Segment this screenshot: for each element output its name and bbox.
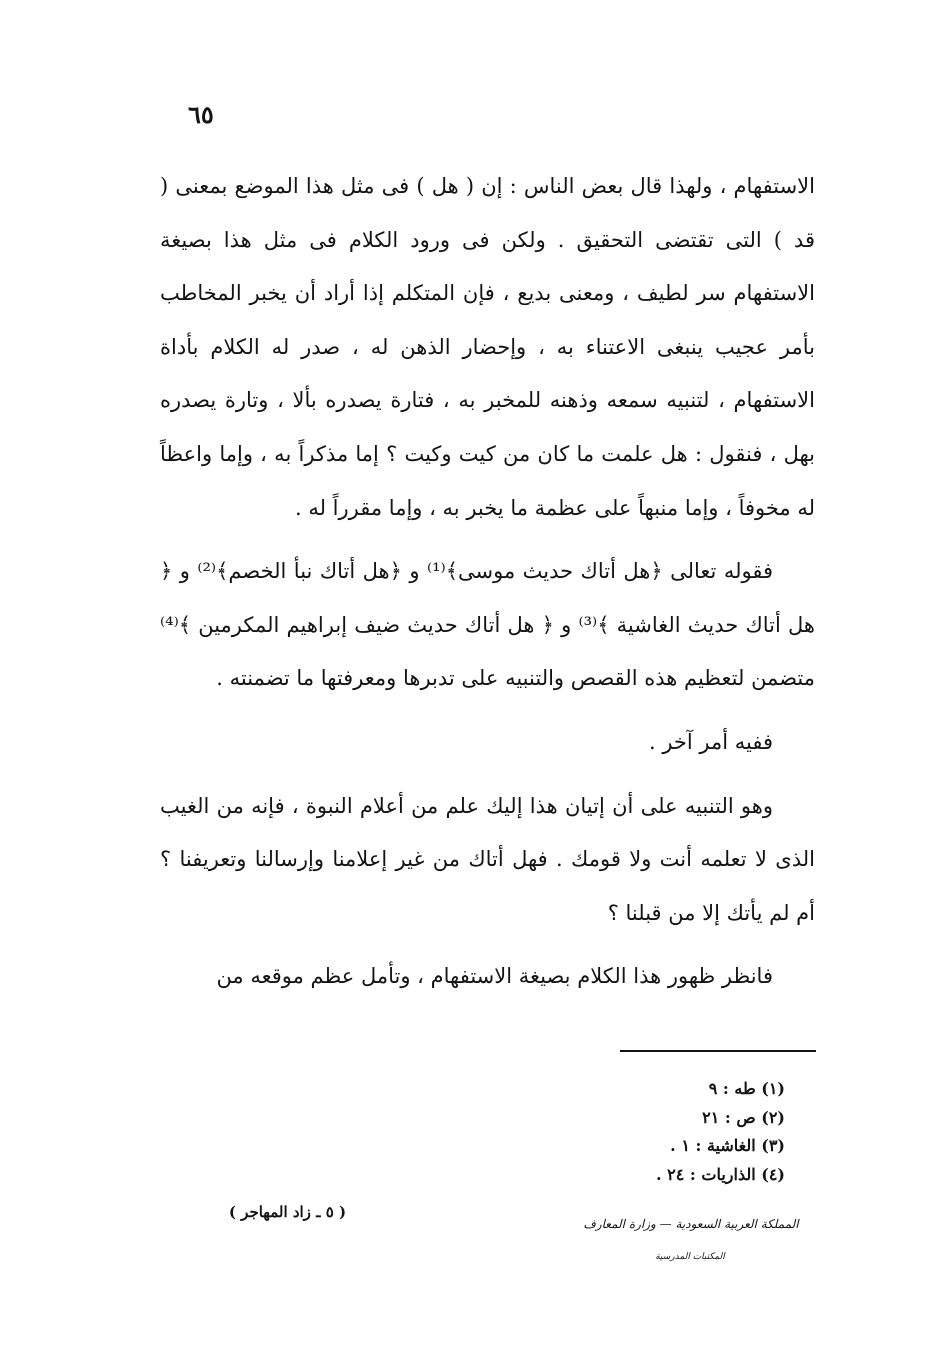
footnote: (٢) ص : ٢١ xyxy=(702,1107,785,1127)
paragraph: وهو التنبيه على أن إتيان هذا إليك علم من أعلام النبوة ، فإنه من الغيب الذى لا تعلمه أنت ولا قومك . فهل أتاك من غير إعلامنا وإرسالنا وتعريفنا ؟ أم لم يأتك إلا من قبلنا ؟ xyxy=(160,793,815,925)
book-signature: ( ٥ ـ زاد المهاجر ) xyxy=(228,1203,347,1221)
page-number: ٦٥ xyxy=(188,100,214,129)
paragraph: فقوله تعالى ﴿هل أتاك حديث موسى﴾⁽¹⁾ و ﴿هل أتاك نبأ الخصم﴾⁽²⁾ و ﴿ هل أتاك حديث الغاشية ﴾⁽³⁾ و ﴿ هل أتاك حديث ضيف إبراهيم المكرمين ﴾⁽⁴⁾ متضمن لتعظيم هذه القصص والتنبيه على تدبرها ومعرفتها ما تضمنته . xyxy=(160,559,815,691)
paragraph: الاستفهام ، ولهذا قال بعض الناس : إن ( هل ) فى مثل هذا الموضع بمعنى ( قد ) التى تقتضى التحقيق . ولكن فى ورود الكلام فى مثل هذا بصيغة الاستفهام سر لطيف ، ومعنى بديع ، فإن المتكلم إذا أراد أن يخبر المخاطب بأمر عجيب ينبغى الاعتناء به ، وإحضار الذهن له ، صدر له الكلام بأداة الاستفهام ، لتنبيه سمعه وذهنه للمخبر به ، فتارة يصدره بألا ، وتارة يصدره بهل ، فنقول : هل علمت ما كان من كيت وكيت ؟ إما مذكراً به ، وإما واعظاً له مخوفاً ، وإما منبهاً على عظمة ما يخبر به ، وإما مقرراً له . xyxy=(160,174,815,520)
paragraph: فانظر ظهور هذا الكلام بصيغة الاستفهام ، وتأمل عظم موقعه من xyxy=(216,964,773,989)
body-text xyxy=(160,160,815,1004)
footnotes xyxy=(560,1075,785,1189)
publisher-stamp-subline: المكتبات المدرسية xyxy=(655,1252,725,1262)
publisher-stamp: المملكة العربية السعودية — وزارة المعارف xyxy=(583,1217,799,1231)
footnote-divider xyxy=(620,1050,816,1052)
footnote: (٤) الذاريات : ٢٤ . xyxy=(656,1164,785,1184)
paragraph: ففيه أمر آخر . xyxy=(648,729,773,754)
footnote: (١) طه : ٩ xyxy=(708,1079,785,1098)
footnote: (٣) الغاشية : ١ . xyxy=(670,1136,785,1155)
